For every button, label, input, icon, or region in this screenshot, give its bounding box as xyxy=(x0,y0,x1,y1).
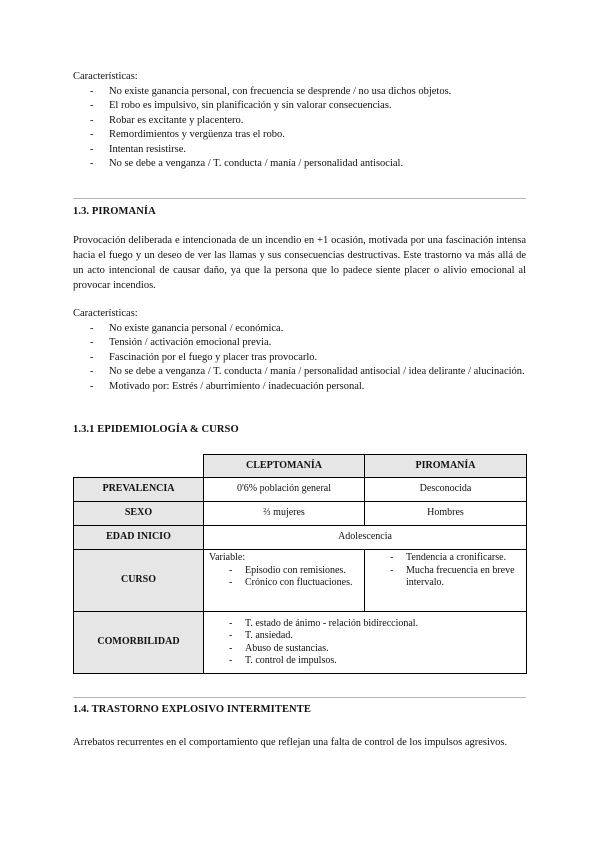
cell-comorbilidad xyxy=(204,612,527,674)
list-item: - Remordimientos y vergüenza tras el robo. xyxy=(73,128,526,143)
list-item: - Motivado por: Estrés / aburrimiento / inadecuación personal. xyxy=(73,380,526,395)
list-item: - No se debe a venganza / T. conducta / manía / personalidad antisocial. xyxy=(73,157,526,172)
list-item: - T. estado de ánimo - relación bidireccional. xyxy=(209,618,521,631)
cell-curso-piro xyxy=(365,550,527,612)
list-item: - T. control de impulsos. xyxy=(209,655,521,668)
row-header-prevalencia: PREVALENCIA xyxy=(74,478,204,502)
section-heading-piromania: 1.3. PIROMANÍA xyxy=(73,206,156,217)
list-item: - No se debe a venganza / T. conducta / manía / personalidad antisocial / idea delirante / alucinación. xyxy=(73,365,526,380)
list-item: - El robo es impulsivo, sin planificación y sin valorar consecuencias. xyxy=(73,99,526,114)
row-header-comorbilidad: COMORBILIDAD xyxy=(74,612,204,674)
row-header-curso: CURSO xyxy=(74,550,204,612)
list-item: - No existe ganancia personal, con frecuencia se desprende / no usa dichos objetos. xyxy=(73,85,526,100)
row-header-sexo: SEXO xyxy=(74,502,204,526)
top-characteristics xyxy=(73,70,526,172)
cell-edad-inicio: Adolescencia xyxy=(204,526,527,550)
col-header-cleptomania: CLEPTOMANÍA xyxy=(204,455,365,478)
col-header-piromania: PIROMANÍA xyxy=(365,455,527,478)
comorbilidad-list xyxy=(209,618,521,668)
cell-sexo-clepto: ⅔ mujeres xyxy=(204,502,365,526)
piromania-paragraph: Provocación deliberada e intencionada de un incendio en +1 ocasión, motivada por una fascinación intensa hacia el fuego y un deseo de ver las llamas y sus consecuencias destructivas. Este trastorno va más allá de un acto intencional de causar daño, ya que la persona que lo padece siente placer o alivio emocional al provocar incendios. xyxy=(73,235,526,291)
tei-paragraph: Arrebatos recurrentes en el comportamiento que reflejan una falta de control de los impulsos agresivos. xyxy=(73,737,508,748)
section-heading-epidemiologia: 1.3.1 EPIDEMIOLOGÍA & CURSO xyxy=(73,424,239,435)
list-item: - Episodio con remisiones. xyxy=(209,565,359,578)
table-row xyxy=(74,502,527,526)
list-item: - Mucha frecuencia en breve intervalo. xyxy=(370,565,521,590)
list-item: - Crónico con fluctuaciones. xyxy=(209,577,359,590)
section-divider xyxy=(73,697,526,698)
curso-clepto-list xyxy=(209,565,359,590)
curso-piro-list xyxy=(370,552,521,590)
section-divider xyxy=(73,198,526,199)
list-item: - Tendencia a cronificarse. xyxy=(370,552,521,565)
curso-intro: Variable: xyxy=(209,552,246,563)
cell-prevalencia-clepto: 0'6% población general xyxy=(204,478,365,502)
table-row xyxy=(74,478,527,502)
table-corner xyxy=(74,455,204,478)
list-item: - Abuso de sustancias. xyxy=(209,643,521,656)
table-header-row xyxy=(74,455,527,478)
row-header-edad-inicio: EDAD INICIO xyxy=(74,526,204,550)
table-row xyxy=(74,526,527,550)
list-item: - Intentan resistirse. xyxy=(73,143,526,158)
cell-prevalencia-piro: Desconocida xyxy=(365,478,527,502)
list-item: - Tensión / activación emocional previa. xyxy=(73,336,526,351)
list-item: - Robar es excitante y placentero. xyxy=(73,114,526,129)
piromania-characteristics xyxy=(73,307,526,394)
cell-curso-clepto xyxy=(204,550,365,612)
section-heading-tei: 1.4. TRASTORNO EXPLOSIVO INTERMITENTE xyxy=(73,704,311,715)
cell-sexo-piro: Hombres xyxy=(365,502,527,526)
epidemiology-table xyxy=(73,454,527,674)
characteristics-label: Características: xyxy=(73,308,138,319)
list-item: - T. ansiedad. xyxy=(209,630,521,643)
characteristics-list xyxy=(73,322,526,395)
characteristics-label: Características: xyxy=(73,71,138,82)
list-item: - Fascinación por el fuego y placer tras provocarlo. xyxy=(73,351,526,366)
table-row xyxy=(74,550,527,612)
table-row xyxy=(74,612,527,674)
characteristics-list xyxy=(73,85,526,172)
list-item: - No existe ganancia personal / económica. xyxy=(73,322,526,337)
